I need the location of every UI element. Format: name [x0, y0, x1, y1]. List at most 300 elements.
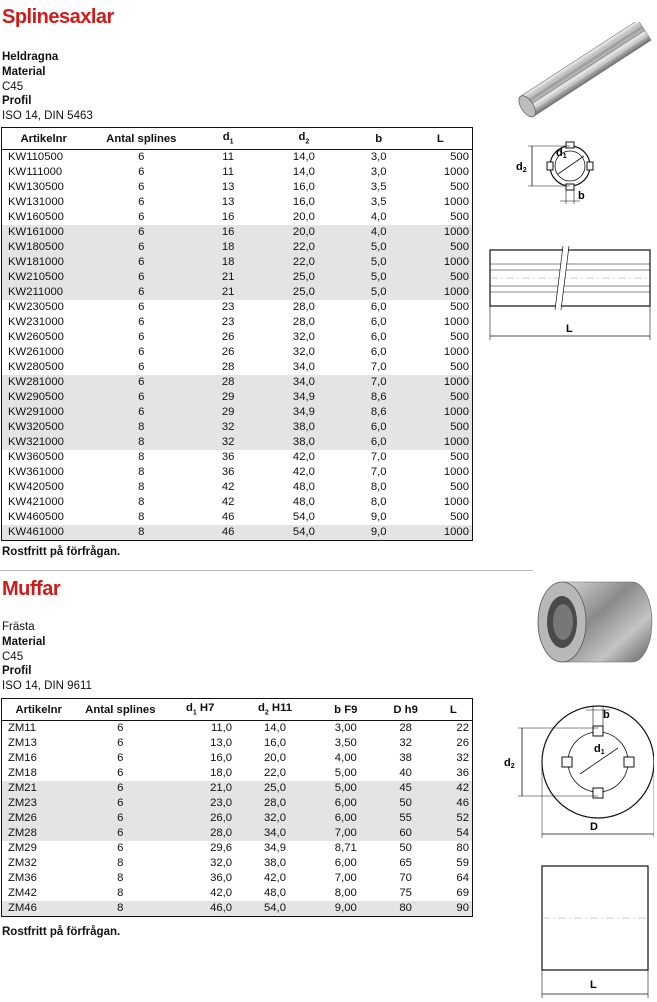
- muffar-diagram-b-label: b: [603, 709, 610, 721]
- muffar-cell: 52: [435, 811, 473, 826]
- splines-cell: 6: [138, 346, 145, 358]
- table-row: [2, 345, 473, 360]
- splines-cell: KW421000: [8, 496, 64, 508]
- muffar-table: [1, 698, 473, 917]
- splines-cell: 22,0: [259, 255, 349, 270]
- muffar-cell: 6: [117, 752, 124, 764]
- splines-cell: 6: [85, 285, 197, 300]
- splines-cell: 1000: [443, 196, 469, 208]
- table-row: [2, 856, 473, 871]
- splines-meta-line-0: Heldragna: [2, 51, 59, 63]
- splines-cell: 1000: [443, 496, 469, 508]
- muffar-cell: 6: [117, 767, 124, 779]
- muffar-cell: 32: [456, 752, 469, 764]
- muffar-cell: 46,0: [165, 901, 235, 917]
- muffar-cell: ZM18: [8, 767, 37, 779]
- muffar-side-view-diagram: [536, 860, 654, 1000]
- splines-cell: 4,0: [370, 211, 387, 223]
- splines-cell: 42,0: [292, 466, 315, 478]
- muffar-cell: ZM26: [2, 811, 76, 826]
- muffar-cell: 48,0: [263, 887, 286, 899]
- splines-cell: 6: [85, 390, 197, 405]
- muffar-meta-line-0: Frästa: [2, 621, 35, 633]
- muffar-cell: 26,0: [165, 811, 235, 826]
- splines-cell: 6: [85, 405, 197, 420]
- splines-cell: KW160500: [8, 211, 64, 223]
- muffar-cell: 13,0: [210, 737, 233, 749]
- muffar-header-row: [2, 699, 473, 721]
- table-row: [2, 150, 473, 166]
- muffar-header-3-sub: 2: [264, 709, 269, 717]
- splines-cell: KW281000: [2, 375, 86, 390]
- muffar-cell: 3,00: [334, 722, 357, 734]
- splines-cell: 42,0: [292, 451, 315, 463]
- muffar-header-6: L: [435, 699, 473, 721]
- table-row: [2, 435, 473, 450]
- splines-cell: 6,0: [370, 331, 387, 343]
- muffar-cell: 34,9: [263, 842, 286, 854]
- splines-cell: 6: [138, 211, 145, 223]
- splines-cell: KW231000: [8, 316, 64, 328]
- splines-cell: 8,6: [349, 405, 409, 420]
- table-row: [2, 841, 473, 856]
- muffar-cell: 28,0: [235, 796, 315, 811]
- splines-cell: KW110500: [8, 151, 64, 163]
- muffar-cell: 65: [399, 857, 412, 869]
- splines-cell: 34,9: [259, 390, 349, 405]
- splines-cell: 8: [85, 525, 197, 541]
- table-row: [2, 300, 473, 315]
- splines-header-3-main: d: [298, 131, 306, 144]
- splines-diagram-b-label: b: [578, 190, 585, 202]
- table-row: [2, 195, 473, 210]
- splines-cell: KW130500: [8, 181, 64, 193]
- splines-note: Rostfritt på förfrågan.: [2, 546, 121, 558]
- splines-cell: 11: [222, 166, 234, 178]
- muffar-diagram-D-label: D: [590, 821, 598, 833]
- muffar-cell: 6,00: [315, 796, 377, 811]
- muffar-cell: ZM11: [8, 722, 37, 734]
- muffar-cell: 3,50: [334, 737, 357, 749]
- splines-cell: 21: [197, 285, 259, 300]
- splines-cell: 6: [138, 196, 145, 208]
- muffar-header-2-sub: 1: [192, 709, 197, 717]
- splines-header-0: Artikelnr: [2, 128, 86, 150]
- muffar-cell: ZM28: [2, 826, 76, 841]
- table-row: [2, 165, 473, 180]
- splines-cell: 29: [197, 405, 259, 420]
- muffar-cell: 32,0: [235, 811, 315, 826]
- splines-cell: KW361000: [8, 466, 64, 478]
- muffar-cell: ZM23: [2, 796, 76, 811]
- muffar-cell: 70: [399, 872, 412, 884]
- splines-cell: 16,0: [292, 181, 315, 193]
- splines-cell: 23: [221, 301, 235, 313]
- splines-cell: 48,0: [292, 481, 315, 493]
- muffar-meta-line-1: Material: [2, 635, 46, 648]
- table-row: [2, 450, 473, 465]
- splines-meta-line-3: Profil: [2, 95, 32, 108]
- muffar-cell: 59: [456, 857, 469, 869]
- section-divider: [0, 570, 533, 571]
- muffar-cell: 90: [435, 901, 473, 917]
- splines-cell: 8: [85, 420, 197, 435]
- muffar-cell: 36: [456, 767, 469, 779]
- splines-cell: 32: [197, 435, 259, 450]
- muffar-cell: 16,0: [210, 752, 233, 764]
- muffar-cell: 6,00: [334, 857, 357, 869]
- muffar-header-3-main: d: [257, 702, 265, 715]
- splines-cell: KW291000: [2, 405, 86, 420]
- splines-cell: 7,0: [349, 375, 409, 390]
- splines-cell: 32,0: [292, 331, 315, 343]
- table-row: [2, 525, 473, 541]
- muffar-cell: 7,00: [334, 872, 357, 884]
- muffar-cell: ZM36: [8, 872, 37, 884]
- muffar-cell: 32: [399, 737, 412, 749]
- splines-cell: KW210500: [2, 270, 86, 285]
- muffar-cell: 8: [75, 901, 165, 917]
- table-row: [2, 285, 473, 300]
- table-row: [2, 225, 473, 240]
- muffar-header-0: Artikelnr: [2, 699, 76, 721]
- splines-cell: 500: [450, 301, 469, 313]
- muffar-cell: 80: [456, 842, 469, 854]
- splines-cell: 500: [409, 390, 473, 405]
- muffar-cross-section-diagram: [498, 700, 654, 840]
- splines-diagram-d2-label: d2: [516, 161, 527, 174]
- muffar-cell: ZM46: [2, 901, 76, 917]
- splines-cell: 34,0: [259, 375, 349, 390]
- splines-cell: 7,0: [370, 361, 387, 373]
- splines-cell: KW161000: [2, 225, 86, 240]
- splines-cell: 6: [138, 301, 145, 313]
- splines-cell: 28: [221, 361, 235, 373]
- splines-cell: 8,6: [349, 390, 409, 405]
- splines-cell: KW211000: [2, 285, 86, 300]
- table-row: [2, 210, 473, 225]
- splines-cell: 48,0: [292, 496, 315, 508]
- muffar-cell: 8,00: [334, 887, 357, 899]
- muffar-cell: 7,00: [315, 826, 377, 841]
- muffar-cell: 45: [377, 781, 435, 796]
- muffar-header-4: b F9: [315, 699, 377, 721]
- splines-cell: 5,0: [349, 270, 409, 285]
- splines-cell: 1000: [409, 435, 473, 450]
- splines-cell: 1000: [409, 375, 473, 390]
- splines-cell: 6: [85, 225, 197, 240]
- muffar-header-2: [165, 699, 235, 721]
- splines-cell: 500: [409, 420, 473, 435]
- splines-header-1: Antal splines: [85, 128, 197, 150]
- splines-cell: 28: [197, 375, 259, 390]
- muffar-meta-line-3: Profil: [2, 665, 32, 678]
- muffar-cell: 42: [435, 781, 473, 796]
- table-row: [2, 766, 473, 781]
- splines-header-2-sub: 1: [229, 138, 234, 146]
- muffar-cell: 5,00: [334, 767, 357, 779]
- muffar-cell: 22,0: [263, 767, 286, 779]
- splines-cell: 8: [138, 466, 145, 478]
- splines-cell: 34,0: [292, 361, 315, 373]
- splines-cell: 1000: [409, 525, 473, 541]
- splines-cell: 500: [450, 511, 469, 523]
- splines-cell: KW461000: [2, 525, 86, 541]
- muffar-sleeve-image: [532, 574, 654, 670]
- muffar-meta-line-2: C45: [2, 650, 24, 663]
- splines-cell: 9,0: [349, 525, 409, 541]
- muffar-cell: 40: [399, 767, 412, 779]
- splines-cell: 32: [197, 420, 259, 435]
- splines-cell: KW321000: [2, 435, 86, 450]
- table-row: [2, 781, 473, 796]
- muffar-cell: 23,0: [165, 796, 235, 811]
- splines-cell: 500: [450, 451, 469, 463]
- splines-cell: 54,0: [292, 511, 315, 523]
- muffar-cell: 6,00: [315, 811, 377, 826]
- muffar-cell: 8: [117, 887, 124, 899]
- muffar-cell: 34,0: [235, 826, 315, 841]
- splines-header-2: [197, 128, 259, 150]
- muffar-cell: 6: [75, 811, 165, 826]
- splines-cell: 1000: [409, 255, 473, 270]
- table-row: [2, 255, 473, 270]
- splines-cell: 21: [197, 270, 259, 285]
- splines-cell: 38,0: [259, 420, 349, 435]
- table-row: [2, 796, 473, 811]
- splines-cell: 8: [138, 451, 145, 463]
- splines-cell: 1000: [443, 466, 469, 478]
- muffar-cell: 11,0: [210, 722, 233, 734]
- splines-cell: 8: [138, 481, 145, 493]
- splines-header-3: [259, 128, 349, 150]
- splines-cell: 42: [221, 496, 235, 508]
- splines-header-row: [2, 128, 473, 150]
- splines-cell: 11: [222, 151, 234, 163]
- splines-cell: 1000: [443, 316, 469, 328]
- splines-cell: 7,0: [370, 451, 387, 463]
- muffar-cell: 28: [399, 722, 412, 734]
- muffar-cell: 8: [117, 857, 124, 869]
- splines-cell: 6: [85, 240, 197, 255]
- muffar-cell: 26: [456, 737, 469, 749]
- splines-cell: 36: [221, 451, 235, 463]
- table-row: [2, 886, 473, 901]
- muffar-cell: 6: [75, 796, 165, 811]
- splines-cell: 500: [409, 240, 473, 255]
- splines-cell: KW420500: [8, 481, 64, 493]
- table-row: [2, 375, 473, 390]
- splines-meta-line-4: ISO 14, DIN 5463: [2, 110, 93, 123]
- table-row: [2, 405, 473, 420]
- muffar-cell: 32,0: [210, 857, 233, 869]
- splines-cell: 8: [85, 435, 197, 450]
- muffar-cell: 18,0: [210, 767, 233, 779]
- splines-header-5: L: [409, 128, 473, 150]
- splines-table: [1, 127, 473, 541]
- splines-cell: 1000: [409, 405, 473, 420]
- muffar-cell: 46: [435, 796, 473, 811]
- muffar-diagram-d1-label: d1: [594, 743, 605, 756]
- muffar-cell: 54: [435, 826, 473, 841]
- table-row: [2, 721, 473, 737]
- muffar-cell: ZM29: [8, 842, 37, 854]
- splines-cell: 16,0: [292, 196, 315, 208]
- splines-cell: 28,0: [292, 316, 315, 328]
- splines-cell: 7,0: [370, 466, 387, 478]
- splines-cell: 3,5: [370, 196, 387, 208]
- table-row: [2, 465, 473, 480]
- table-row: [2, 811, 473, 826]
- splines-cell: 6: [85, 375, 197, 390]
- muffar-header-2-main: d: [185, 702, 193, 715]
- splines-cell: 8: [138, 511, 145, 523]
- splines-cell: 13: [221, 196, 235, 208]
- splines-cell: KW111000: [8, 166, 63, 178]
- muffar-cell: 5,00: [315, 781, 377, 796]
- table-row: [2, 330, 473, 345]
- splines-header-2-main: d: [222, 131, 230, 144]
- muffar-cell: 50: [377, 796, 435, 811]
- splines-cell: 26: [221, 346, 235, 358]
- muffar-cell: 42,0: [263, 872, 286, 884]
- splines-cell: 5,0: [349, 240, 409, 255]
- splines-cell: 6: [138, 181, 145, 193]
- splines-cell: 13: [221, 181, 235, 193]
- splines-cell: 500: [450, 181, 469, 193]
- muffar-cell: 69: [456, 887, 469, 899]
- splines-cell: KW131000: [8, 196, 64, 208]
- splines-cell: KW181000: [2, 255, 86, 270]
- table-row: [2, 901, 473, 917]
- splines-cell: 14,0: [292, 151, 315, 163]
- splines-cell: 36: [221, 466, 235, 478]
- splines-cell: 14,0: [292, 166, 315, 178]
- muffar-cell: 60: [377, 826, 435, 841]
- muffar-diagram-d2-label: d2: [504, 757, 515, 770]
- splines-cell: 6,0: [349, 420, 409, 435]
- splines-meta-line-1: Material: [2, 65, 46, 78]
- table-row: [2, 390, 473, 405]
- splines-cell: 18: [197, 240, 259, 255]
- muffar-cell: 4,00: [334, 752, 357, 764]
- splines-cell: KW280500: [8, 361, 64, 373]
- muffar-cell: 8: [117, 872, 124, 884]
- muffar-cell: 55: [377, 811, 435, 826]
- splines-cell: KW260500: [8, 331, 64, 343]
- splines-section-title: Splinesaxlar: [2, 6, 114, 28]
- splines-cell: 20,0: [292, 211, 315, 223]
- splines-cell: 6: [138, 331, 145, 343]
- splines-cell: 34,9: [259, 405, 349, 420]
- splines-cell: KW360500: [8, 451, 64, 463]
- splines-diagram-d1-label: d1: [556, 147, 567, 160]
- splines-cell: KW460500: [8, 511, 64, 523]
- splines-cell: 500: [450, 151, 469, 163]
- muffar-cell: 64: [456, 872, 469, 884]
- muffar-cell: 54,0: [235, 901, 315, 917]
- splines-cell: 6: [138, 316, 145, 328]
- splines-cell: 6,0: [370, 346, 387, 358]
- splines-header-3-sub: 2: [305, 138, 310, 146]
- splines-meta-line-2: C45: [2, 80, 24, 93]
- splines-cell: 1000: [409, 285, 473, 300]
- splines-cell: 6: [138, 361, 145, 373]
- table-row: [2, 495, 473, 510]
- muffar-cell: 9,00: [315, 901, 377, 917]
- splines-cell: KW320500: [2, 420, 86, 435]
- table-row: [2, 240, 473, 255]
- table-row: [2, 480, 473, 495]
- splines-cell: 20,0: [259, 225, 349, 240]
- splines-cell: 500: [450, 361, 469, 373]
- splines-cell: 32,0: [292, 346, 315, 358]
- splines-meta: [2, 50, 93, 124]
- muffar-cell: 16,0: [263, 737, 286, 749]
- splines-cell: 5,0: [349, 255, 409, 270]
- muffar-cell: 6: [117, 737, 124, 749]
- muffar-cell: 38,0: [263, 857, 286, 869]
- muffar-cell: 75: [399, 887, 412, 899]
- table-row: [2, 360, 473, 375]
- muffar-cell: 80: [377, 901, 435, 917]
- splines-cell: 25,0: [259, 285, 349, 300]
- splines-cell: 54,0: [259, 525, 349, 541]
- header-suffix: H11: [268, 702, 293, 715]
- muffar-cell: ZM42: [8, 887, 37, 899]
- muffar-cell: ZM16: [8, 752, 37, 764]
- splines-cell: 6,0: [349, 435, 409, 450]
- muffar-cell: 6: [117, 722, 124, 734]
- splines-diagram-L-label: L: [566, 323, 573, 335]
- splines-cell: 8,0: [370, 481, 387, 493]
- table-row: [2, 826, 473, 841]
- muffar-cell: ZM32: [8, 857, 37, 869]
- splines-cell: 28,0: [292, 301, 315, 313]
- table-row: [2, 510, 473, 525]
- splines-cell: 16: [221, 211, 235, 223]
- splines-cell: 500: [450, 481, 469, 493]
- table-row: [2, 736, 473, 751]
- splines-cell: 500: [450, 331, 469, 343]
- muffar-cell: 14,0: [263, 722, 286, 734]
- splines-cell: 6,0: [370, 316, 387, 328]
- muffar-cell: 21,0: [165, 781, 235, 796]
- splines-cell: 500: [450, 211, 469, 223]
- muffar-meta-line-4: ISO 14, DIN 9611: [2, 680, 92, 693]
- splines-cell: 42: [221, 481, 235, 493]
- splines-cell: 22,0: [259, 240, 349, 255]
- splines-cell: 8: [138, 496, 145, 508]
- splines-cell: 3,5: [370, 181, 387, 193]
- muffar-diagram-L-label: L: [590, 979, 597, 991]
- muffar-cell: 6: [75, 826, 165, 841]
- splines-cell: 1000: [443, 166, 469, 178]
- splines-shaft-image: [505, 22, 655, 122]
- muffar-cell: 8,71: [334, 842, 357, 854]
- muffar-header-5: D h9: [377, 699, 435, 721]
- muffar-header-1: Antal splines: [75, 699, 165, 721]
- splines-cell: 38,0: [259, 435, 349, 450]
- splines-header-4: b: [349, 128, 409, 150]
- header-suffix: H7: [196, 702, 215, 715]
- splines-cell: 8,0: [370, 496, 387, 508]
- splines-cell: 6: [85, 270, 197, 285]
- muffar-cell: 6: [117, 842, 124, 854]
- splines-cell: 3,0: [370, 166, 387, 178]
- splines-cell: 9,0: [370, 511, 387, 523]
- muffar-note: Rostfritt på förfrågan.: [2, 926, 121, 938]
